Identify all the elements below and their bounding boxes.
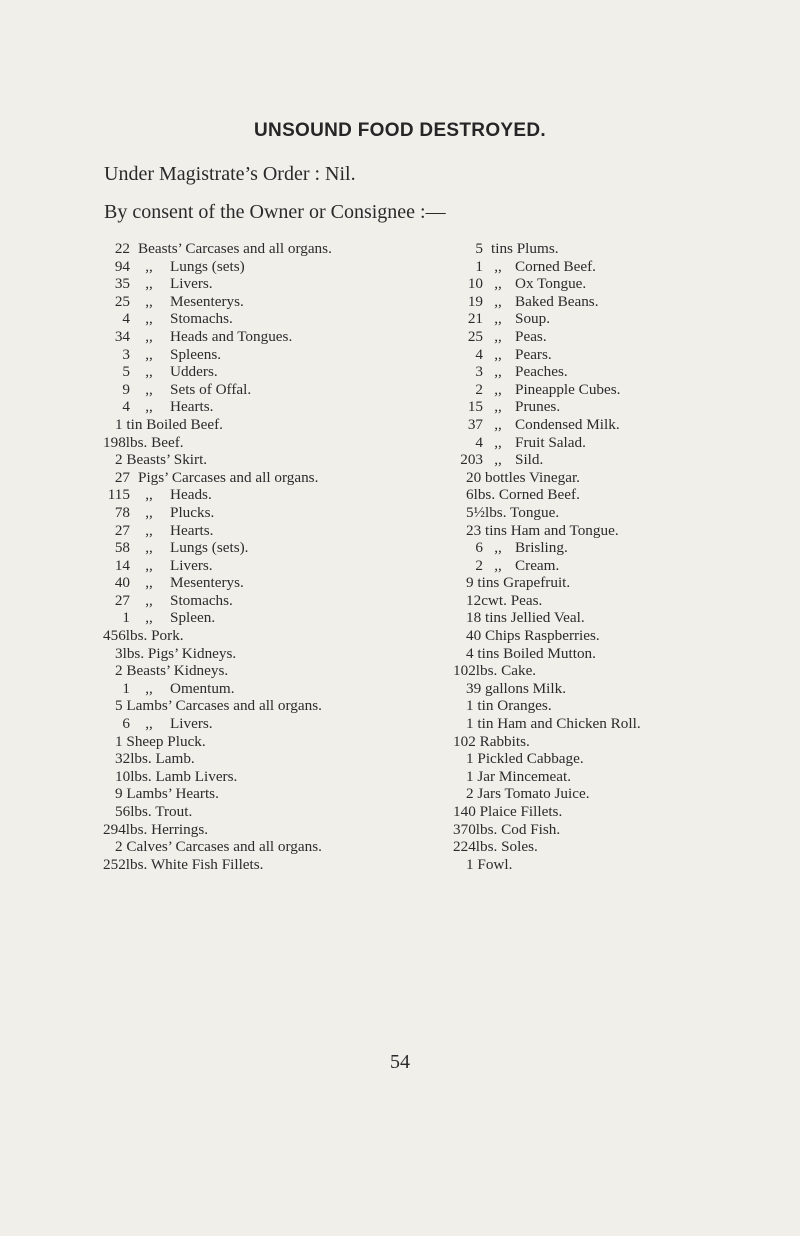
- item-text: 1 tin Boiled Beef.: [115, 415, 223, 433]
- item-ditto: ,,: [494, 327, 502, 345]
- item-description: Pears.: [515, 345, 552, 363]
- item-quantity: 5: [475, 240, 483, 257]
- page-number: 54: [390, 1051, 410, 1073]
- item-ditto: ,,: [145, 574, 153, 592]
- item-text: 4 tins Boiled Mutton.: [466, 644, 596, 662]
- list-item: [453, 504, 800, 522]
- item-description: Omentum.: [170, 679, 235, 697]
- list-item: [103, 258, 423, 276]
- item-quantity: 1: [122, 679, 130, 697]
- item-quantity: 4: [122, 398, 130, 416]
- item-quantity: 4: [122, 310, 130, 328]
- item-text: 2 Calves’ Carcases and all organs.: [115, 838, 322, 856]
- item-ditto: ,,: [494, 433, 502, 451]
- list-item: [453, 522, 800, 540]
- item-quantity: 22: [114, 240, 130, 257]
- item-quantity: 25: [114, 292, 130, 310]
- item-text: 102 Rabbits.: [453, 732, 530, 750]
- item-quantity: 34: [114, 327, 130, 345]
- item-text: 9 Lambs’ Hearts.: [115, 785, 219, 803]
- item-description: Mesenterys.: [170, 574, 244, 592]
- list-item: [103, 697, 423, 715]
- list-item: [103, 750, 423, 768]
- list-item: [453, 328, 800, 346]
- list-item: [453, 785, 800, 803]
- item-ditto: ,,: [494, 539, 502, 557]
- item-ditto: ,,: [145, 521, 153, 539]
- item-text: 370lbs. Cod Fish.: [453, 820, 561, 838]
- item-ditto: ,,: [145, 503, 153, 521]
- item-quantity: 203: [460, 451, 483, 469]
- item-text: 18 tins Jellied Veal.: [466, 609, 585, 627]
- item-ditto: ,,: [145, 539, 153, 557]
- item-text: 2 Beasts’ Skirt.: [115, 451, 208, 469]
- item-description: Brisling.: [515, 539, 568, 557]
- list-item: [103, 609, 423, 627]
- item-text: 198lbs. Beef.: [103, 433, 184, 451]
- item-description: Cream.: [515, 556, 560, 574]
- item-description: Stomachs.: [170, 591, 233, 609]
- list-item: [453, 381, 800, 399]
- list-item: [453, 398, 800, 416]
- list-item: [453, 592, 800, 610]
- item-description: Udders.: [170, 363, 218, 381]
- item-description: Spleens.: [170, 345, 222, 363]
- item-ditto: ,,: [145, 275, 153, 293]
- list-item: [103, 416, 423, 434]
- list-item: [103, 715, 423, 733]
- item-description: Corned Beef.: [515, 257, 596, 275]
- list-item: [103, 803, 423, 821]
- item-ditto: ,,: [494, 451, 502, 469]
- item-quantity: 9: [122, 380, 130, 398]
- item-quantity: 27: [114, 468, 130, 486]
- right-column-list: [453, 240, 800, 873]
- item-text: 252lbs. White Fish Fillets.: [103, 855, 264, 873]
- item-text: 6lbs. Corned Beef.: [466, 486, 580, 504]
- list-item: [453, 715, 800, 733]
- item-description: Soup.: [515, 310, 551, 328]
- item-description: Plucks.: [170, 503, 215, 521]
- item-ditto: ,,: [494, 257, 502, 275]
- item-quantity: 78: [114, 503, 130, 521]
- list-item: [453, 451, 800, 469]
- list-item: [453, 258, 800, 276]
- item-ditto: ,,: [494, 415, 502, 433]
- item-quantity: 3: [122, 345, 130, 363]
- item-text: 2 Beasts’ Kidneys.: [115, 662, 229, 680]
- list-item: [103, 838, 423, 856]
- item-text: 1 Pickled Cabbage.: [466, 750, 584, 768]
- item-text: 23 tins Ham and Tongue.: [466, 521, 619, 539]
- list-item: [103, 310, 423, 328]
- list-item: [453, 838, 800, 856]
- item-quantity: 94: [114, 257, 130, 275]
- item-quantity: 6: [122, 715, 130, 733]
- list-item: [453, 539, 800, 557]
- item-description: Ox Tongue.: [515, 275, 587, 293]
- item-text: 3lbs. Pigs’ Kidneys.: [115, 644, 237, 662]
- list-item: [103, 645, 423, 663]
- item-description: Fruit Salad.: [515, 433, 586, 451]
- list-item: [103, 434, 423, 452]
- list-item: [453, 275, 800, 293]
- item-ditto: ,,: [145, 715, 153, 733]
- item-quantity: 19: [467, 292, 483, 310]
- item-ditto: ,,: [494, 380, 502, 398]
- item-description: Prunes.: [515, 398, 561, 416]
- item-ditto: ,,: [145, 398, 153, 416]
- item-text: 102lbs. Cake.: [453, 662, 537, 680]
- magistrate-order-line: Under Magistrate’s Order : Nil.: [104, 163, 356, 185]
- item-ditto: ,,: [494, 398, 502, 416]
- item-description: Baked Beans.: [515, 292, 599, 310]
- item-ditto: ,,: [494, 275, 502, 293]
- list-item: [453, 768, 800, 786]
- list-item: [103, 821, 423, 839]
- item-text: 1 tin Oranges.: [466, 697, 552, 715]
- list-item: [453, 645, 800, 663]
- item-text: 456lbs. Pork.: [103, 627, 184, 645]
- list-item: [453, 856, 800, 874]
- item-description: Spleen.: [170, 609, 216, 627]
- item-text: 40 Chips Raspberries.: [466, 627, 600, 645]
- list-item: [453, 574, 800, 592]
- item-text: 9 tins Grapefruit.: [466, 574, 571, 592]
- item-ditto: ,,: [145, 679, 153, 697]
- item-text: 294lbs. Herrings.: [103, 820, 209, 838]
- list-item: [103, 504, 423, 522]
- list-item: [103, 381, 423, 399]
- list-item: [103, 486, 423, 504]
- page-title: UNSOUND FOOD DESTROYED.: [254, 120, 546, 141]
- item-text: 1 Sheep Pluck.: [115, 732, 206, 750]
- item-description: Pineapple Cubes.: [515, 380, 621, 398]
- item-quantity: 2: [475, 556, 483, 574]
- item-text: 2 Jars Tomato Juice.: [466, 785, 590, 803]
- list-item: [103, 328, 423, 346]
- list-item: [453, 821, 800, 839]
- item-quantity: 37: [467, 415, 483, 433]
- list-item: [453, 662, 800, 680]
- list-item: [453, 240, 800, 258]
- list-item: [103, 768, 423, 786]
- list-item: [103, 662, 423, 680]
- item-quantity: 10: [467, 275, 483, 293]
- item-quantity: 1: [475, 257, 483, 275]
- item-description: Pigs’ Carcases and all organs.: [138, 468, 319, 486]
- consent-line: By consent of the Owner or Consignee :—: [104, 201, 446, 223]
- item-quantity: 4: [475, 345, 483, 363]
- item-ditto: ,,: [494, 345, 502, 363]
- list-item: [453, 363, 800, 381]
- list-item: [453, 310, 800, 328]
- item-ditto: ,,: [145, 380, 153, 398]
- list-item: [453, 469, 800, 487]
- item-ditto: ,,: [145, 257, 153, 275]
- list-item: [103, 451, 423, 469]
- item-description: Hearts.: [170, 521, 214, 539]
- list-item: [453, 627, 800, 645]
- list-item: [103, 346, 423, 364]
- list-item: [103, 574, 423, 592]
- item-ditto: ,,: [494, 292, 502, 310]
- item-description: Heads.: [170, 486, 212, 504]
- item-description: Sets of Offal.: [170, 380, 252, 398]
- item-ditto: ,,: [145, 556, 153, 574]
- list-item: [103, 785, 423, 803]
- item-quantity: 35: [114, 275, 130, 293]
- item-text: 1 tin Ham and Chicken Roll.: [466, 715, 641, 733]
- item-description: Hearts.: [170, 398, 214, 416]
- item-quantity: 40: [114, 574, 130, 592]
- item-description: Lungs (sets).: [170, 539, 249, 557]
- list-item: [103, 539, 423, 557]
- list-item: [453, 803, 800, 821]
- item-description: Livers.: [170, 556, 213, 574]
- item-text: 56lbs. Trout.: [115, 803, 193, 820]
- item-text: 5 Lambs’ Carcases and all organs.: [115, 697, 322, 715]
- list-item: [453, 680, 800, 698]
- item-quantity: 27: [114, 591, 130, 609]
- item-quantity: 5: [122, 363, 130, 381]
- item-text: 1 Fowl.: [466, 855, 513, 873]
- item-quantity: 4: [475, 433, 483, 451]
- item-text: 12cwt. Peas.: [466, 591, 543, 609]
- list-item: [103, 363, 423, 381]
- item-description: Heads and Tongues.: [170, 327, 293, 345]
- list-item: [103, 856, 423, 874]
- list-item: [453, 733, 800, 751]
- item-quantity: 21: [467, 310, 483, 328]
- item-description: Sild.: [515, 451, 544, 469]
- item-ditto: ,,: [494, 363, 502, 381]
- item-ditto: ,,: [145, 363, 153, 381]
- item-ditto: ,,: [145, 327, 153, 345]
- item-text: 140 Plaice Fillets.: [453, 803, 563, 820]
- list-item: [453, 346, 800, 364]
- item-quantity: 115: [107, 486, 130, 504]
- item-text: 224lbs. Soles.: [453, 838, 538, 856]
- item-ditto: ,,: [145, 292, 153, 310]
- item-ditto: ,,: [145, 609, 153, 627]
- item-description: Condensed Milk.: [515, 415, 620, 433]
- list-item: [103, 469, 423, 487]
- list-item: [103, 398, 423, 416]
- item-ditto: ,,: [145, 345, 153, 363]
- item-text: 1 Jar Mincemeat.: [466, 767, 572, 785]
- item-description: Peas.: [515, 327, 547, 345]
- list-item: [453, 416, 800, 434]
- item-description: Stomachs.: [170, 310, 233, 328]
- list-item: [453, 557, 800, 575]
- list-item: [453, 434, 800, 452]
- item-description: Livers.: [170, 275, 213, 293]
- list-item: [103, 680, 423, 698]
- item-description: Lungs (sets): [170, 257, 245, 275]
- item-quantity: 27: [114, 521, 130, 539]
- item-description: Peaches.: [515, 363, 568, 381]
- item-description: Mesenterys.: [170, 292, 244, 310]
- list-item: [453, 293, 800, 311]
- item-description: Beasts’ Carcases and all organs.: [138, 240, 332, 257]
- left-column-list: [103, 240, 423, 873]
- item-description: tins Plums.: [491, 240, 559, 257]
- item-quantity: 25: [467, 327, 483, 345]
- item-text: 5½lbs. Tongue.: [466, 503, 560, 521]
- item-text: 20 bottles Vinegar.: [466, 468, 580, 486]
- item-quantity: 15: [467, 398, 483, 416]
- item-text: 39 gallons Milk.: [466, 679, 566, 697]
- item-ditto: ,,: [494, 310, 502, 328]
- list-item: [103, 627, 423, 645]
- list-item: [103, 522, 423, 540]
- item-quantity: 3: [475, 363, 483, 381]
- item-ditto: ,,: [145, 486, 153, 504]
- item-quantity: 14: [114, 556, 130, 574]
- list-item: [103, 240, 423, 258]
- list-item: [103, 733, 423, 751]
- item-quantity: 58: [114, 539, 130, 557]
- item-quantity: 2: [475, 380, 483, 398]
- item-quantity: 6: [475, 539, 483, 557]
- list-item: [453, 486, 800, 504]
- item-ditto: ,,: [145, 591, 153, 609]
- list-item: [103, 557, 423, 575]
- list-item: [103, 293, 423, 311]
- list-item: [103, 275, 423, 293]
- item-ditto: ,,: [145, 310, 153, 328]
- list-item: [453, 609, 800, 627]
- list-item: [103, 592, 423, 610]
- list-item: [453, 750, 800, 768]
- item-description: Livers.: [170, 715, 213, 733]
- list-item: [453, 697, 800, 715]
- item-text: 32lbs. Lamb.: [115, 750, 195, 768]
- item-ditto: ,,: [494, 556, 502, 574]
- item-text: 10lbs. Lamb Livers.: [115, 767, 238, 785]
- item-quantity: 1: [122, 609, 130, 627]
